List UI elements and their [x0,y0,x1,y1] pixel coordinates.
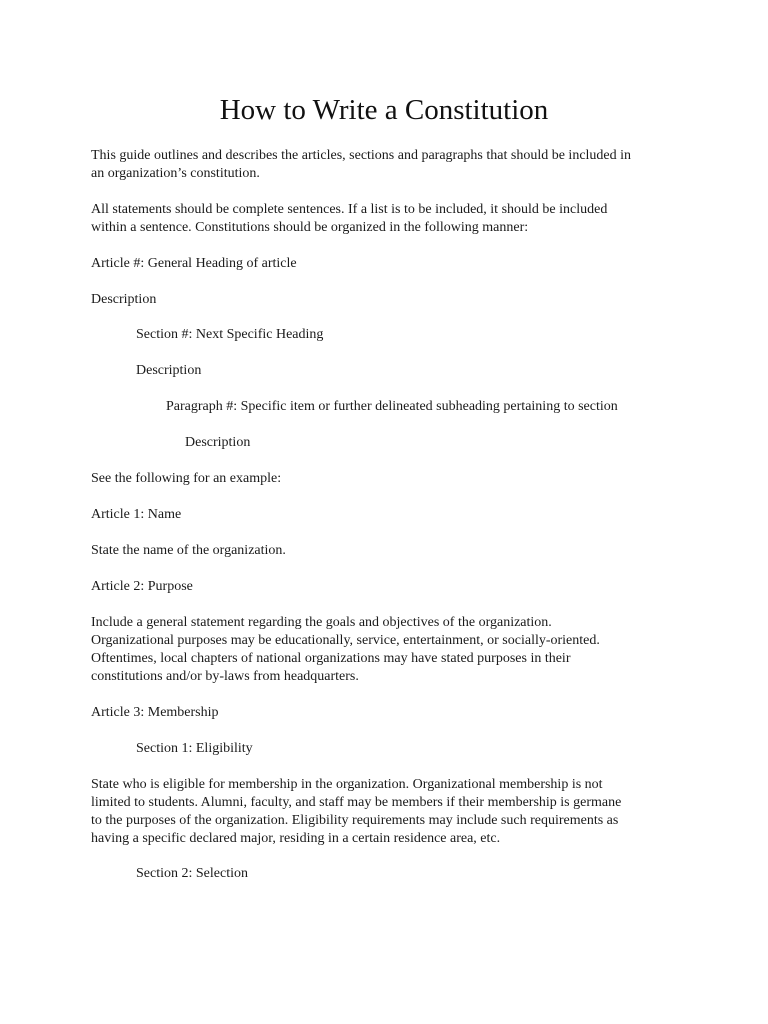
text-line: All statements should be complete sentences. If a list is to be included, it should be included [91,202,608,217]
format-article-description: Description [91,292,157,307]
text-line: having a specific declared major, residing in a certain residence area, etc. [91,831,501,846]
page-title: How to Write a Constitution [219,94,549,126]
text-line: This guide outlines and describes the articles, sections and paragraphs that should be included in [91,148,632,163]
article3-heading: Article 3: Membership [91,705,219,720]
example-intro: See the following for an example: [91,471,282,486]
text-line: within a sentence. Constitutions should be organized in the following manner: [91,220,529,235]
text-line: constitutions and/or by-laws from headquarters. [91,669,359,684]
format-article-heading: Article #: General Heading of article [91,256,297,271]
article1-body: State the name of the organization. [91,543,286,558]
article2-heading: Article 2: Purpose [91,579,193,594]
format-section-heading: Section #: Next Specific Heading [136,327,324,342]
article1-heading: Article 1: Name [91,507,182,522]
text-line: limited to students. Alumni, faculty, and staff may be members if their membership is germane [91,795,622,810]
statements-paragraph [91,201,691,237]
format-paragraph-heading: Paragraph #: Specific item or further delineated subheading pertaining to section [166,399,618,414]
article2-body [91,614,691,686]
article3-section1-heading: Section 1: Eligibility [136,741,253,756]
article3-section1-body [91,776,691,848]
intro-paragraph [91,147,691,183]
text-line: Organizational purposes may be educationally, service, entertainment, or socially-oriented. [91,633,600,648]
text-line: to the purposes of the organization. Eligibility requirements may include such requirements as [91,813,619,828]
format-section-description: Description [136,363,202,378]
text-line: an organization’s constitution. [91,166,260,181]
text-line: Oftentimes, local chapters of national organizations may have stated purposes in their [91,651,571,666]
text-line: State who is eligible for membership in the organization. Organizational membership is not [91,777,603,792]
text-line: Include a general statement regarding the goals and objectives of the organization. [91,615,552,630]
article3-section2-heading: Section 2: Selection [136,866,248,881]
format-paragraph-description: Description [185,435,251,450]
